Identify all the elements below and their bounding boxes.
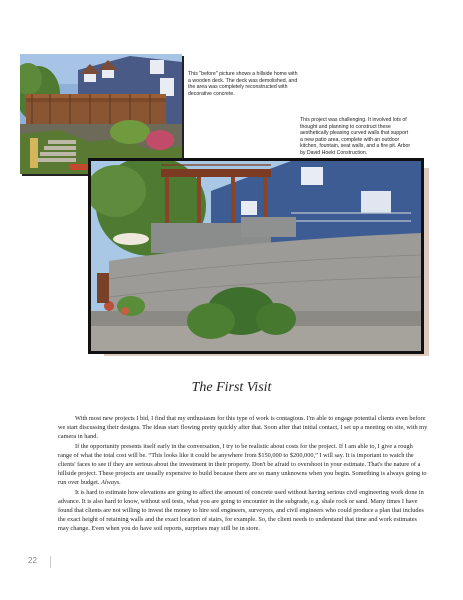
page-number-divider — [50, 556, 51, 568]
emphasis-text: Always. — [101, 479, 121, 487]
body-text — [58, 414, 428, 534]
paragraph: With most new projects I bid, I find that my enthusiasm for this type of work is contagious. I'm able to engage potential clients even before we start discussing their designs. The ideas start flowing pretty quickly after that. Soon after that initial contact, I set up a meeting on site, with my camera in hand. — [58, 415, 428, 441]
before-photo — [20, 54, 182, 174]
after-photo-caption: This project was challenging. It involved lots of thought and planning to construct these aesthetically pleasing curved walls that support a new patio area, complete with an outdoor kitchen, fountain, seat walls, and a fire pit. Arbor by David Hoekt Construction. — [300, 117, 411, 156]
before-photo-caption: This "before" picture shows a hillside home with a wooden deck. The deck was demolished, and the area was completely reconstructed with decorative concrete. — [188, 71, 298, 97]
after-photo — [88, 158, 424, 354]
paragraph: It is hard to estimate how elevations are going to affect the amount of concrete used without having serious civil engineering work done in advance. It is also hard to know, without soil tests, what you are going to encounter in the subgrade, e.g. shale rock or sand. Many times I have found that clients are not willing to invest the money to hire soil engineers, surveyors, and civil engineers who could produce a plan that includes the exact height of retaining walls and the exact location of stairs, for example. So, the client needs to understand that time and work estimates may change. Even when you do have soil reports, surprises may still be in store. — [58, 488, 424, 533]
page-number: 22 — [28, 556, 37, 565]
paragraph: If the opportunity presents itself early in the conversation, I try to be realistic about costs for the project. If I am able to, I give a rough range of what the total cost will be. “This looks like it could be anywhere from $150,000 to $200,000,” I will say. It is important to watch the clients' faces to see if they are serious about the investment in their property. Don't be afraid to overshoot in your estimate. That's the nature of a hillside project. These projects are usually expensive to build because there are so many unknowns when you begin. Something is always going to run over budget. Always. — [58, 442, 427, 487]
section-heading: The First Visit — [191, 380, 272, 395]
